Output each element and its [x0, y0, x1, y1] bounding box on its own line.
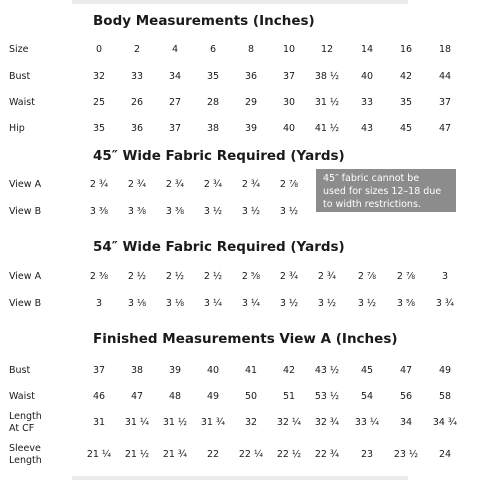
table-cell: 53 ½ [314, 391, 340, 402]
table-cell: 3 [441, 271, 449, 282]
table-cell: 40 [360, 71, 374, 82]
table-cell: 49 [206, 391, 220, 402]
table-cell: 2 ¾ [89, 179, 109, 190]
table-cell: 3 ½ [203, 206, 223, 217]
table-cell: 23 [360, 449, 374, 460]
table-cell: 3 ½ [279, 206, 299, 217]
table-cell: 3 ⅜ [89, 206, 109, 217]
table-cell: 3 ½ [241, 206, 261, 217]
table-cell: 2 ⅞ [279, 179, 299, 190]
table-cell: 47 [130, 391, 144, 402]
bottom-border [72, 476, 408, 480]
table-cell: 42 [399, 71, 413, 82]
table-cell: 43 ½ [314, 365, 340, 376]
table-cell: 3 ⅜ [127, 206, 147, 217]
table-cell: 47 [438, 123, 452, 134]
table-cell: 33 [130, 71, 144, 82]
row-label: Bust [9, 71, 31, 82]
table-cell: 39 [168, 365, 182, 376]
table-cell: 29 [244, 97, 258, 108]
fabric-45-title: 45″ Wide Fabric Required (Yards) [93, 148, 345, 164]
table-cell: 34 ¾ [432, 417, 458, 428]
fabric-45-note: 45″ fabric cannot be used for sizes 12–18 due to width restrictions. [316, 169, 456, 212]
table-cell: 34 [399, 417, 413, 428]
table-cell: 58 [438, 391, 452, 402]
table-cell: 4 [171, 44, 179, 55]
table-cell: 41 [244, 365, 258, 376]
table-cell: 49 [438, 365, 452, 376]
table-cell: 22 ¼ [238, 449, 264, 460]
table-cell: 3 ⅝ [396, 298, 416, 309]
table-cell: 3 ⅜ [165, 206, 185, 217]
table-cell: 3 ⅛ [165, 298, 185, 309]
table-cell: 37 [168, 123, 182, 134]
body-measurements-title: Body Measurements (Inches) [93, 13, 315, 29]
table-cell: 32 ¾ [314, 417, 340, 428]
table-cell: 21 ¾ [162, 449, 188, 460]
row-label: Waist [9, 391, 35, 402]
table-cell: 38 ½ [314, 71, 340, 82]
table-cell: 2 [133, 44, 141, 55]
table-cell: 56 [399, 391, 413, 402]
table-cell: 3 [95, 298, 103, 309]
table-cell: 3 ¼ [203, 298, 223, 309]
table-cell: 8 [247, 44, 255, 55]
table-cell: 40 [282, 123, 296, 134]
table-cell: 3 ⅛ [127, 298, 147, 309]
table-cell: 12 [320, 44, 334, 55]
table-cell: 22 ¾ [314, 449, 340, 460]
table-cell: 6 [209, 44, 217, 55]
table-cell: 31 ¾ [200, 417, 226, 428]
table-cell: 38 [130, 365, 144, 376]
table-cell: 51 [282, 391, 296, 402]
row-label: View A [9, 179, 42, 190]
row-label: View B [9, 298, 42, 309]
row-label: Size [9, 44, 29, 55]
table-cell: 41 ½ [314, 123, 340, 134]
table-cell: 32 [244, 417, 258, 428]
table-cell: 37 [92, 365, 106, 376]
row-label: Sleeve Length [9, 443, 42, 466]
table-cell: 44 [438, 71, 452, 82]
table-cell: 3 ¼ [241, 298, 261, 309]
table-cell: 31 ¼ [124, 417, 150, 428]
table-cell: 32 ¼ [276, 417, 302, 428]
row-label: Length At CF [9, 411, 42, 434]
table-cell: 31 ½ [162, 417, 188, 428]
table-cell: 2 ⅞ [396, 271, 416, 282]
table-cell: 36 [244, 71, 258, 82]
table-cell: 45 [360, 365, 374, 376]
table-cell: 25 [92, 97, 106, 108]
table-cell: 33 [360, 97, 374, 108]
table-cell: 14 [360, 44, 374, 55]
table-cell: 2 ¾ [127, 179, 147, 190]
table-cell: 23 ½ [393, 449, 419, 460]
table-cell: 2 ½ [127, 271, 147, 282]
table-cell: 18 [438, 44, 452, 55]
table-cell: 24 [438, 449, 452, 460]
table-cell: 35 [399, 97, 413, 108]
row-label: View B [9, 206, 42, 217]
finished-view-a-title: Finished Measurements View A (Inches) [93, 331, 398, 347]
table-cell: 37 [282, 71, 296, 82]
table-cell: 33 ¼ [354, 417, 380, 428]
table-cell: 48 [168, 391, 182, 402]
table-cell: 31 [92, 417, 106, 428]
row-label: Hip [9, 123, 25, 134]
row-label: View A [9, 271, 42, 282]
table-cell: 40 [206, 365, 220, 376]
table-cell: 2 ½ [165, 271, 185, 282]
table-cell: 38 [206, 123, 220, 134]
table-cell: 50 [244, 391, 258, 402]
table-cell: 45 [399, 123, 413, 134]
table-cell: 2 ¾ [203, 179, 223, 190]
table-cell: 2 ⅝ [241, 271, 261, 282]
table-cell: 16 [399, 44, 413, 55]
table-cell: 46 [92, 391, 106, 402]
table-cell: 2 ¾ [279, 271, 299, 282]
top-border [72, 0, 408, 4]
table-cell: 21 ½ [124, 449, 150, 460]
table-cell: 2 ¾ [241, 179, 261, 190]
table-cell: 39 [244, 123, 258, 134]
table-cell: 10 [282, 44, 296, 55]
table-cell: 2 ¾ [317, 271, 337, 282]
table-cell: 34 [168, 71, 182, 82]
table-cell: 26 [130, 97, 144, 108]
table-cell: 2 ⅞ [357, 271, 377, 282]
table-cell: 30 [282, 97, 296, 108]
table-cell: 28 [206, 97, 220, 108]
table-cell: 43 [360, 123, 374, 134]
table-cell: 37 [438, 97, 452, 108]
table-cell: 3 ½ [317, 298, 337, 309]
table-cell: 21 ¼ [86, 449, 112, 460]
table-cell: 2 ½ [203, 271, 223, 282]
table-cell: 22 ½ [276, 449, 302, 460]
table-cell: 47 [399, 365, 413, 376]
table-cell: 54 [360, 391, 374, 402]
table-cell: 32 [92, 71, 106, 82]
table-cell: 31 ½ [314, 97, 340, 108]
fabric-54-title: 54″ Wide Fabric Required (Yards) [93, 239, 345, 255]
table-cell: 0 [95, 44, 103, 55]
table-cell: 22 [206, 449, 220, 460]
table-cell: 27 [168, 97, 182, 108]
table-cell: 2 ¾ [165, 179, 185, 190]
row-label: Waist [9, 97, 35, 108]
table-cell: 3 ¾ [435, 298, 455, 309]
table-cell: 3 ½ [357, 298, 377, 309]
table-cell: 35 [92, 123, 106, 134]
table-cell: 36 [130, 123, 144, 134]
table-cell: 3 ½ [279, 298, 299, 309]
table-cell: 42 [282, 365, 296, 376]
row-label: Bust [9, 365, 31, 376]
table-cell: 2 ⅜ [89, 271, 109, 282]
table-cell: 35 [206, 71, 220, 82]
